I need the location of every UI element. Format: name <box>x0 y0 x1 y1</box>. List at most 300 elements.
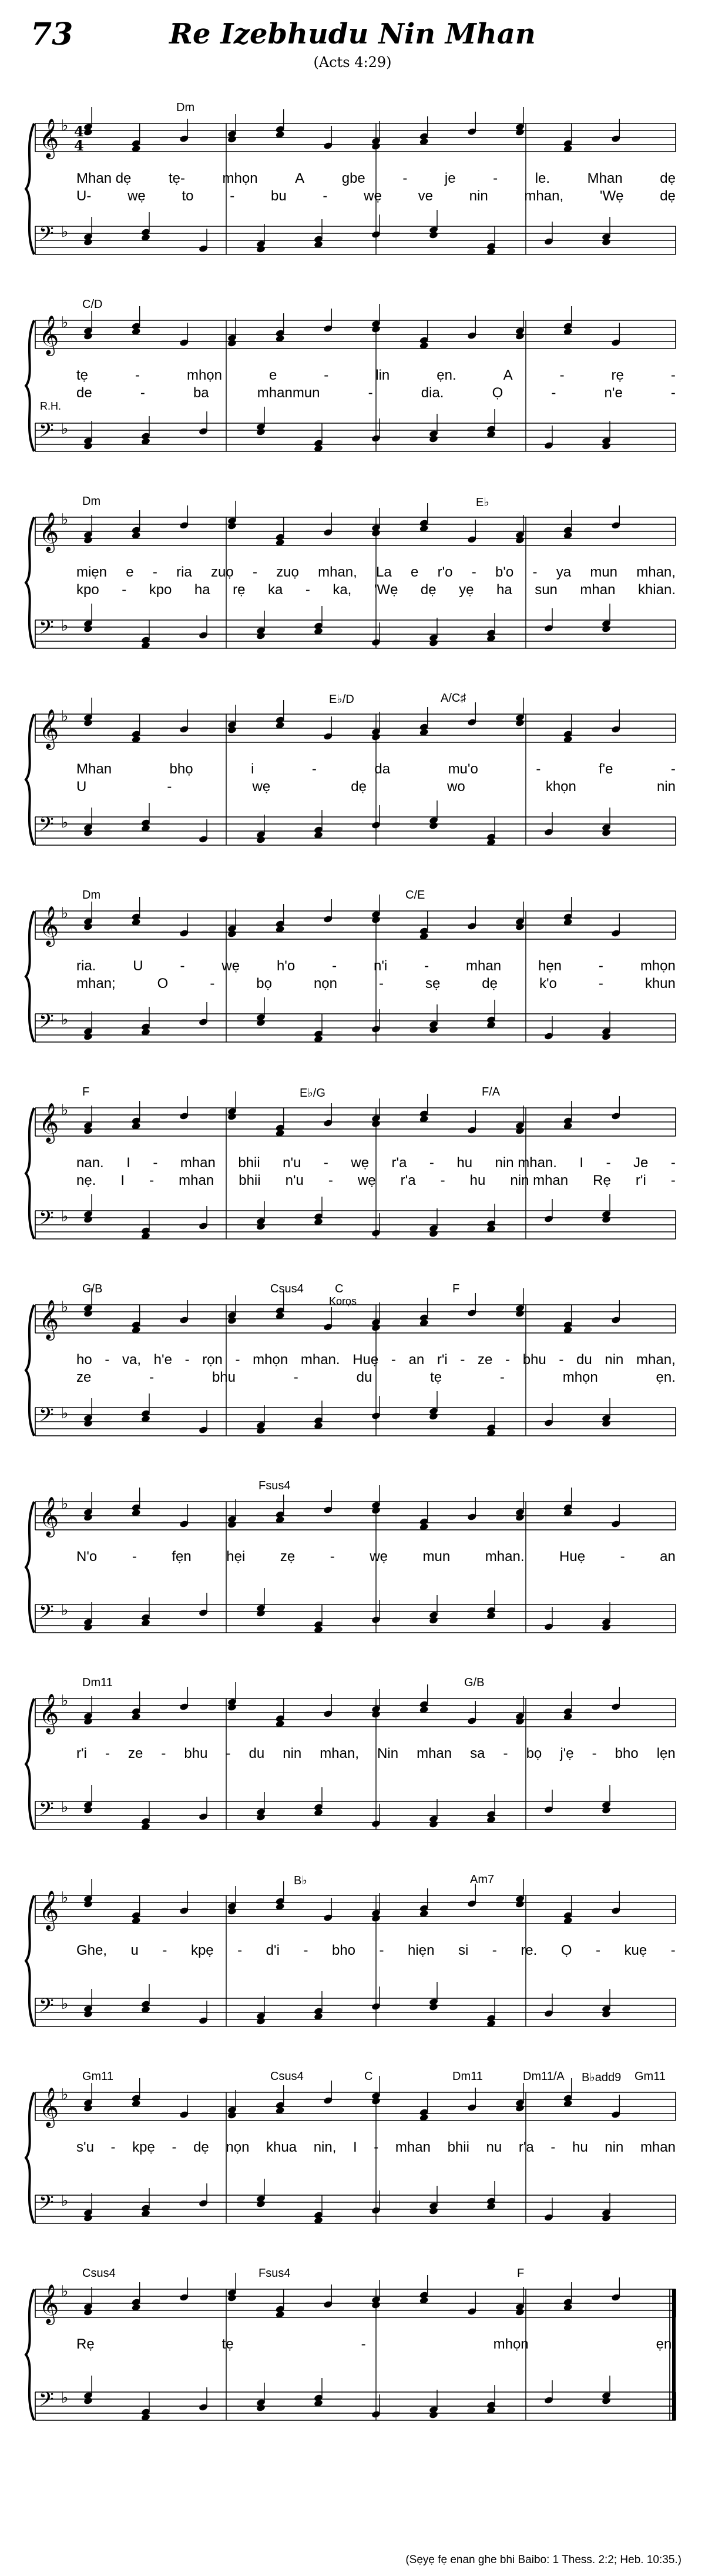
treble-clef-icon: 𝄞 <box>39 905 59 945</box>
chord-symbol: E♭ <box>476 496 489 509</box>
lyric-syllable: wẹ <box>364 188 382 204</box>
scripture-reference: (Acts 4:29) <box>313 54 392 71</box>
music-system <box>0 2254 705 2448</box>
bass-clef-icon: 𝄢 <box>39 2389 54 2416</box>
lyric-line <box>76 1942 676 1959</box>
key-signature-flat-icon: ♭ <box>61 1405 69 1422</box>
key-signature-flat-icon: ♭ <box>61 2389 69 2407</box>
note-group <box>83 1391 612 1437</box>
lyric-syllable: nin <box>469 188 488 204</box>
bass-staff <box>35 223 676 254</box>
lyric-syllable: - <box>499 1369 505 1385</box>
lyric-syllable: - <box>172 2139 177 2155</box>
note-group <box>83 407 612 453</box>
lyric-syllable: - <box>140 385 145 401</box>
treble-clef-icon: 𝄞 <box>39 314 59 354</box>
lyric-syllable: kpẹ <box>190 1942 214 1958</box>
lyric-syllable: ze <box>478 1352 493 1368</box>
lyric-syllable: - <box>230 188 235 204</box>
lyric-syllable: - <box>311 761 317 777</box>
lyric-syllable: nin, <box>313 2139 337 2155</box>
key-signature-flat-icon: ♭ <box>61 2192 69 2210</box>
chord-symbol: E♭/G <box>300 1087 325 1100</box>
lyric-syllable: - <box>391 1352 396 1368</box>
lyric-syllable: to <box>182 188 194 204</box>
lyric-syllable: nọn <box>226 2139 250 2155</box>
lyric-syllable: ze <box>127 1746 143 1761</box>
lyric-syllable: r'i <box>76 1746 87 1761</box>
lyric-syllable: - <box>379 1942 384 1958</box>
chord-symbol: Dm11 <box>452 2070 483 2083</box>
lyric-line <box>76 1746 676 1762</box>
lyric-syllable: khun <box>644 976 676 991</box>
treble-staff <box>35 1495 676 1537</box>
lyric-syllable: ve <box>418 188 433 204</box>
lyric-syllable: zẹ <box>280 1549 296 1565</box>
lyric-syllable: tẹ <box>430 1369 442 1385</box>
note-group <box>83 1879 621 1925</box>
brace-icon <box>26 1108 34 1239</box>
music-system <box>0 1466 705 1660</box>
bass-staff <box>35 813 676 845</box>
lyric-syllable: je <box>444 170 456 186</box>
lyric-syllable: Ọ <box>560 1942 572 1958</box>
lyric-syllable: - <box>378 976 384 991</box>
lyric-line <box>76 367 676 384</box>
note-group <box>83 1785 612 1831</box>
lyric-syllable: j'ẹ <box>560 1746 574 1761</box>
note-group <box>83 800 612 846</box>
lyric-syllable: nin mhan. <box>495 1155 557 1171</box>
lyric-syllable: r'a <box>391 1155 407 1171</box>
bass-clef-icon: 𝄢 <box>39 1207 54 1234</box>
lyric-syllable: mhan <box>179 1173 214 1188</box>
lyric-syllable: - <box>670 761 676 777</box>
lyric-syllable: - <box>305 582 310 598</box>
lyric-syllable: s'u <box>76 2139 94 2155</box>
lyric-syllable: A <box>295 170 305 186</box>
lyric-syllable: - <box>559 367 565 383</box>
chord-symbol: F <box>517 2267 525 2280</box>
lyric-syllable: ha <box>194 582 210 598</box>
lyric-syllable: Rẹ <box>593 1173 611 1188</box>
lyric-syllable: hu <box>469 1173 486 1188</box>
key-signature-flat-icon: ♭ <box>61 1298 69 1316</box>
lyric-syllable: zuọ <box>211 564 234 580</box>
lyric-syllable: Ghe, <box>76 1942 108 1958</box>
lyric-syllable: mhan. <box>300 1352 340 1368</box>
lyric-syllable: - <box>505 1352 511 1368</box>
lyric-line <box>76 1549 676 1565</box>
lyric-syllable: kpo <box>76 582 99 598</box>
lyric-syllable: r'o <box>437 564 453 580</box>
chord-symbol: C/D <box>82 298 103 311</box>
lyric-syllable: nẹ. <box>76 1173 96 1188</box>
lyric-syllable: - <box>592 1746 597 1761</box>
lyric-syllable: n'i <box>374 958 388 974</box>
note-group <box>83 997 612 1043</box>
lyric-syllable: mhanmun <box>257 385 320 401</box>
chord-symbol: G/B <box>82 1282 103 1295</box>
lyric-syllable: Huẹ <box>352 1352 379 1368</box>
bass-clef-icon: 𝄢 <box>39 813 54 840</box>
lyric-syllable: ria <box>176 564 192 580</box>
lyric-syllable: - <box>122 582 127 598</box>
lyric-syllable: - <box>226 1746 231 1761</box>
lyric-syllable: - <box>180 958 185 974</box>
chord-symbol: C/E <box>405 889 425 902</box>
note-group <box>83 895 621 940</box>
lyric-syllable: - <box>670 1173 676 1188</box>
lyric-syllable: bho <box>615 1746 639 1761</box>
lyric-syllable: mhan <box>580 582 616 598</box>
music-system <box>0 1269 705 1463</box>
lyric-syllable: nin <box>656 779 676 795</box>
bass-staff <box>35 1995 676 2026</box>
lyric-syllable: yẹ <box>459 582 474 598</box>
lyric-syllable: - <box>328 1173 333 1188</box>
lyric-syllable: nu <box>486 2139 502 2155</box>
lyric-syllable: si <box>458 1942 469 1958</box>
lyric-syllable: ba <box>193 385 209 401</box>
lyric-syllable: bọ <box>256 976 272 991</box>
lyric-syllable: sa <box>470 1746 485 1761</box>
treble-clef-icon: 𝄞 <box>39 2283 59 2323</box>
lyric-syllable: - <box>105 1352 110 1368</box>
note-group <box>83 1982 612 2028</box>
lyric-syllable: mhan, <box>318 564 357 580</box>
chord-symbol: A/C♯ <box>441 692 466 705</box>
lyric-syllable: gbe <box>341 170 365 186</box>
treble-staff <box>35 1889 676 1931</box>
key-signature-flat-icon: ♭ <box>61 223 69 241</box>
bass-staff <box>35 1207 676 1239</box>
lyric-syllable: - <box>460 1352 465 1368</box>
treble-clef-icon: 𝄞 <box>39 2086 59 2126</box>
lyric-syllable: wẹ <box>252 779 271 795</box>
lyric-syllable: - <box>237 1942 243 1958</box>
lyric-syllable: - <box>670 1155 676 1171</box>
treble-clef-icon: 𝄞 <box>39 118 59 158</box>
brace-icon <box>26 123 34 254</box>
note-group <box>83 1588 612 1634</box>
lyric-syllable: de <box>76 385 92 401</box>
lyric-syllable: f'e <box>598 761 613 777</box>
lyric-line <box>76 976 676 992</box>
barlines <box>226 1502 526 1633</box>
lyric-syllable: - <box>323 188 328 204</box>
lyric-syllable: da <box>374 761 391 777</box>
music-system <box>0 482 705 676</box>
lyric-syllable: N'o <box>76 1549 98 1565</box>
performance-mark: R.H. <box>40 400 61 412</box>
key-signature-flat-icon: ♭ <box>61 1889 69 1907</box>
lyric-syllable: - <box>550 2139 556 2155</box>
note-group <box>83 1485 621 1531</box>
lyric-syllable: bhu <box>522 1352 546 1368</box>
lyric-syllable: n'e <box>604 385 623 401</box>
key-signature-flat-icon: ♭ <box>61 1692 69 1710</box>
key-signature-flat-icon: ♭ <box>61 2086 69 2103</box>
treble-staff <box>35 2283 676 2325</box>
lyric-syllable: wẹ <box>127 188 146 204</box>
lyric-syllable: an <box>660 1549 676 1565</box>
performance-mark: Korọs <box>329 1295 357 1307</box>
brace-icon <box>26 2289 34 2420</box>
lyric-syllable: mu'o <box>448 761 478 777</box>
lyric-syllable: kpo <box>149 582 172 598</box>
lyric-syllable: U <box>76 779 87 795</box>
treble-clef-icon: 𝄞 <box>39 1890 59 1930</box>
key-signature-flat-icon: ♭ <box>61 1011 69 1029</box>
lyric-syllable: re. <box>521 1942 538 1958</box>
lyric-syllable: mhan <box>180 1155 216 1171</box>
lyric-syllable: n'u <box>283 1155 301 1171</box>
lyric-syllable: r'i <box>635 1173 646 1188</box>
lyric-syllable: - <box>493 170 498 186</box>
lyric-syllable: sẹ <box>425 976 441 991</box>
lyric-syllable: - <box>153 1155 158 1171</box>
note-group <box>83 107 621 153</box>
lyric-syllable: - <box>162 1942 167 1958</box>
lyric-syllable: mhan, <box>320 1746 359 1761</box>
lyric-syllable: - <box>670 385 676 401</box>
lyric-syllable: - <box>471 564 476 580</box>
bass-clef-icon: 𝄢 <box>39 2192 54 2219</box>
lyric-syllable: - <box>374 2139 379 2155</box>
music-system <box>0 1073 705 1267</box>
lyric-syllable: b'o <box>495 564 514 580</box>
lyric-syllable: bọ <box>526 1746 542 1761</box>
chord-symbol: Gm11 <box>82 2070 113 2083</box>
lyric-syllable: ze <box>76 1369 92 1385</box>
lyric-syllable: mhọn <box>222 170 258 186</box>
lyric-syllable: hu <box>572 2139 588 2155</box>
lyric-syllable: ka <box>267 582 283 598</box>
music-system <box>0 679 705 873</box>
lyric-syllable: - <box>361 2336 366 2352</box>
hymn-number: 73 <box>31 16 73 52</box>
treble-staff <box>35 1692 676 1734</box>
chord-symbol: Csus4 <box>82 2267 116 2280</box>
lyric-syllable: I <box>353 2139 357 2155</box>
lyric-line <box>76 1352 676 1368</box>
lyric-syllable: tẹ <box>221 2336 234 2352</box>
lyric-line <box>76 761 676 778</box>
lyric-syllable: mhan; <box>76 976 116 991</box>
treble-staff <box>35 905 676 947</box>
barlines <box>226 1699 526 1830</box>
lyric-syllable: bhii <box>238 1155 260 1171</box>
lyric-syllable: - <box>235 1352 240 1368</box>
lyric-syllable: I <box>579 1155 584 1171</box>
lyric-syllable: mhọn <box>186 367 222 383</box>
lyric-syllable: ria. <box>76 958 96 974</box>
lyric-syllable: - <box>252 564 257 580</box>
key-signature-flat-icon: ♭ <box>61 905 69 922</box>
time-signature: 4 <box>74 123 84 140</box>
treble-clef-icon: 𝄞 <box>39 708 59 748</box>
key-signature-flat-icon: ♭ <box>61 1101 69 1119</box>
lyric-syllable: n'u <box>285 1173 304 1188</box>
lyric-syllable: bho <box>331 1942 356 1958</box>
lyric-syllable: Je <box>633 1155 649 1171</box>
bass-clef-icon: 𝄢 <box>39 1798 54 1825</box>
music-system <box>0 876 705 1070</box>
lyric-syllable: ẹn. <box>656 1369 676 1385</box>
chord-symbol: B♭add9 <box>582 2071 622 2084</box>
lyric-syllable: mhọn <box>253 1352 288 1368</box>
bass-clef-icon: 𝄢 <box>39 1995 54 2022</box>
lyric-syllable: - <box>152 564 157 580</box>
note-group <box>83 501 621 547</box>
lyric-line <box>76 958 676 974</box>
lyric-syllable: - <box>184 1352 190 1368</box>
lyric-syllable: e <box>126 564 134 580</box>
lyric-line <box>76 1155 676 1171</box>
lyric-syllable: du <box>576 1352 592 1368</box>
lyric-syllable: - <box>110 2139 116 2155</box>
bass-staff <box>35 2192 676 2223</box>
bass-staff <box>35 2389 676 2420</box>
lyric-syllable: ẹn. <box>437 367 456 383</box>
brace-icon <box>26 1895 34 2026</box>
lyric-syllable: wẹ <box>370 1549 388 1565</box>
brace-icon <box>26 1699 34 1830</box>
lyric-syllable: mhọn <box>493 2336 529 2352</box>
lyric-syllable: O <box>157 976 169 991</box>
lyric-syllable: mhan <box>640 2139 676 2155</box>
lyric-syllable: r'a <box>518 2139 534 2155</box>
lyric-line <box>76 582 676 598</box>
lyric-line <box>76 170 676 187</box>
lyric-syllable: h'e <box>153 1352 172 1368</box>
music-system <box>0 285 705 479</box>
lyric-syllable: - <box>596 1942 601 1958</box>
lyric-syllable: ẹn. <box>656 2336 676 2352</box>
lyric-syllable: tẹ <box>76 367 89 383</box>
lyric-syllable: La <box>376 564 392 580</box>
lyric-syllable: - <box>132 1549 137 1565</box>
brace-icon <box>26 320 34 451</box>
lyric-syllable: nan. <box>76 1155 104 1171</box>
lyric-syllable: wẹ <box>351 1155 370 1171</box>
lyric-syllable: khọn <box>545 779 576 795</box>
lyric-syllable: wẹ <box>221 958 240 974</box>
lyric-syllable: ha <box>496 582 512 598</box>
chord-symbol: Dm <box>176 101 195 114</box>
key-signature-flat-icon: ♭ <box>61 1495 69 1513</box>
bass-staff <box>35 617 676 648</box>
bass-staff <box>35 1010 676 1042</box>
lyric-syllable: dẹ <box>482 976 498 991</box>
lyric-syllable: - <box>598 958 603 974</box>
key-signature-flat-icon: ♭ <box>61 2283 69 2300</box>
lyric-syllable: r'i <box>437 1352 448 1368</box>
lyric-syllable: fẹn <box>172 1549 192 1565</box>
lyric-syllable: - <box>492 1942 497 1958</box>
chord-symbol: Dm11/A <box>523 2070 565 2083</box>
brace-icon <box>26 911 34 1042</box>
note-group <box>83 2179 612 2225</box>
hymn-title: Re Izebhudu Nin Mhan <box>169 18 536 51</box>
lyric-syllable: - <box>670 1942 676 1958</box>
chord-symbol: C <box>364 2070 373 2083</box>
lyric-syllable: khua <box>266 2139 297 2155</box>
lyric-syllable: e <box>410 564 419 580</box>
lyric-syllable: Rẹ <box>76 2336 95 2352</box>
lyric-line <box>76 564 676 581</box>
lyric-syllable: I <box>126 1155 130 1171</box>
lyric-syllable: tẹ- <box>168 170 185 186</box>
note-group <box>83 1194 612 1240</box>
bass-clef-icon: 𝄢 <box>39 420 54 447</box>
lyric-syllable: hẹn <box>538 958 562 974</box>
lyric-line <box>76 385 676 401</box>
lyric-syllable: Mhan <box>587 170 623 186</box>
lyric-syllable: wo <box>447 779 465 795</box>
lyric-syllable: nin mhan <box>510 1173 569 1188</box>
key-signature-flat-icon: ♭ <box>61 708 69 725</box>
key-signature-flat-icon: ♭ <box>61 117 69 135</box>
bass-staff <box>35 1601 676 1633</box>
lyric-syllable: - <box>440 1173 445 1188</box>
lyric-syllable: d'i <box>266 1942 280 1958</box>
lyric-syllable: - <box>429 1155 434 1171</box>
lyric-syllable: mhan, <box>636 564 676 580</box>
lyric-syllable: nin <box>605 1352 624 1368</box>
chord-symbol: Csus4 <box>270 1282 304 1295</box>
key-signature-flat-icon: ♭ <box>61 1798 69 1816</box>
lyric-line <box>76 1173 676 1189</box>
bass-clef-icon: 𝄢 <box>39 1601 54 1628</box>
chord-symbol: F <box>452 1282 460 1295</box>
bass-staff <box>35 1404 676 1436</box>
treble-staff <box>35 2086 676 2128</box>
music-system <box>0 1860 705 2054</box>
lyric-syllable: mhan. <box>485 1549 525 1565</box>
lyric-syllable: - <box>105 1746 110 1761</box>
lyric-syllable: dẹ <box>660 188 676 204</box>
lyric-syllable: ho <box>76 1352 92 1368</box>
lyric-line <box>76 1369 676 1386</box>
lyric-syllable: 'Wẹ <box>374 582 398 598</box>
lyric-syllable: bhọ <box>169 761 193 777</box>
lyric-syllable: A <box>503 367 513 383</box>
chord-symbol: Fsus4 <box>258 1479 291 1492</box>
note-group <box>83 2273 621 2319</box>
lyric-syllable: lẹn <box>656 1746 676 1761</box>
lyric-syllable: mun <box>422 1549 451 1565</box>
lyric-syllable: bhii <box>447 2139 469 2155</box>
lyric-syllable: du <box>356 1369 372 1385</box>
lyric-syllable: - <box>149 1369 155 1385</box>
lyric-syllable: - <box>323 1155 328 1171</box>
key-signature-flat-icon: ♭ <box>61 814 69 832</box>
lyric-syllable: k'o <box>539 976 557 991</box>
brace-icon <box>26 1502 34 1633</box>
lyric-syllable: - <box>135 367 140 383</box>
lyric-syllable: kpẹ <box>132 2139 155 2155</box>
treble-clef-icon: 𝄞 <box>39 1102 59 1142</box>
lyric-syllable: bu <box>270 188 287 204</box>
lyric-syllable: mhan <box>395 2139 431 2155</box>
treble-clef-icon: 𝄞 <box>39 1496 59 1536</box>
lyric-syllable: Nin <box>377 1746 399 1761</box>
lyric-syllable: bhu <box>184 1746 208 1761</box>
key-signature-flat-icon: ♭ <box>61 1995 69 2013</box>
brace-icon <box>26 714 34 845</box>
